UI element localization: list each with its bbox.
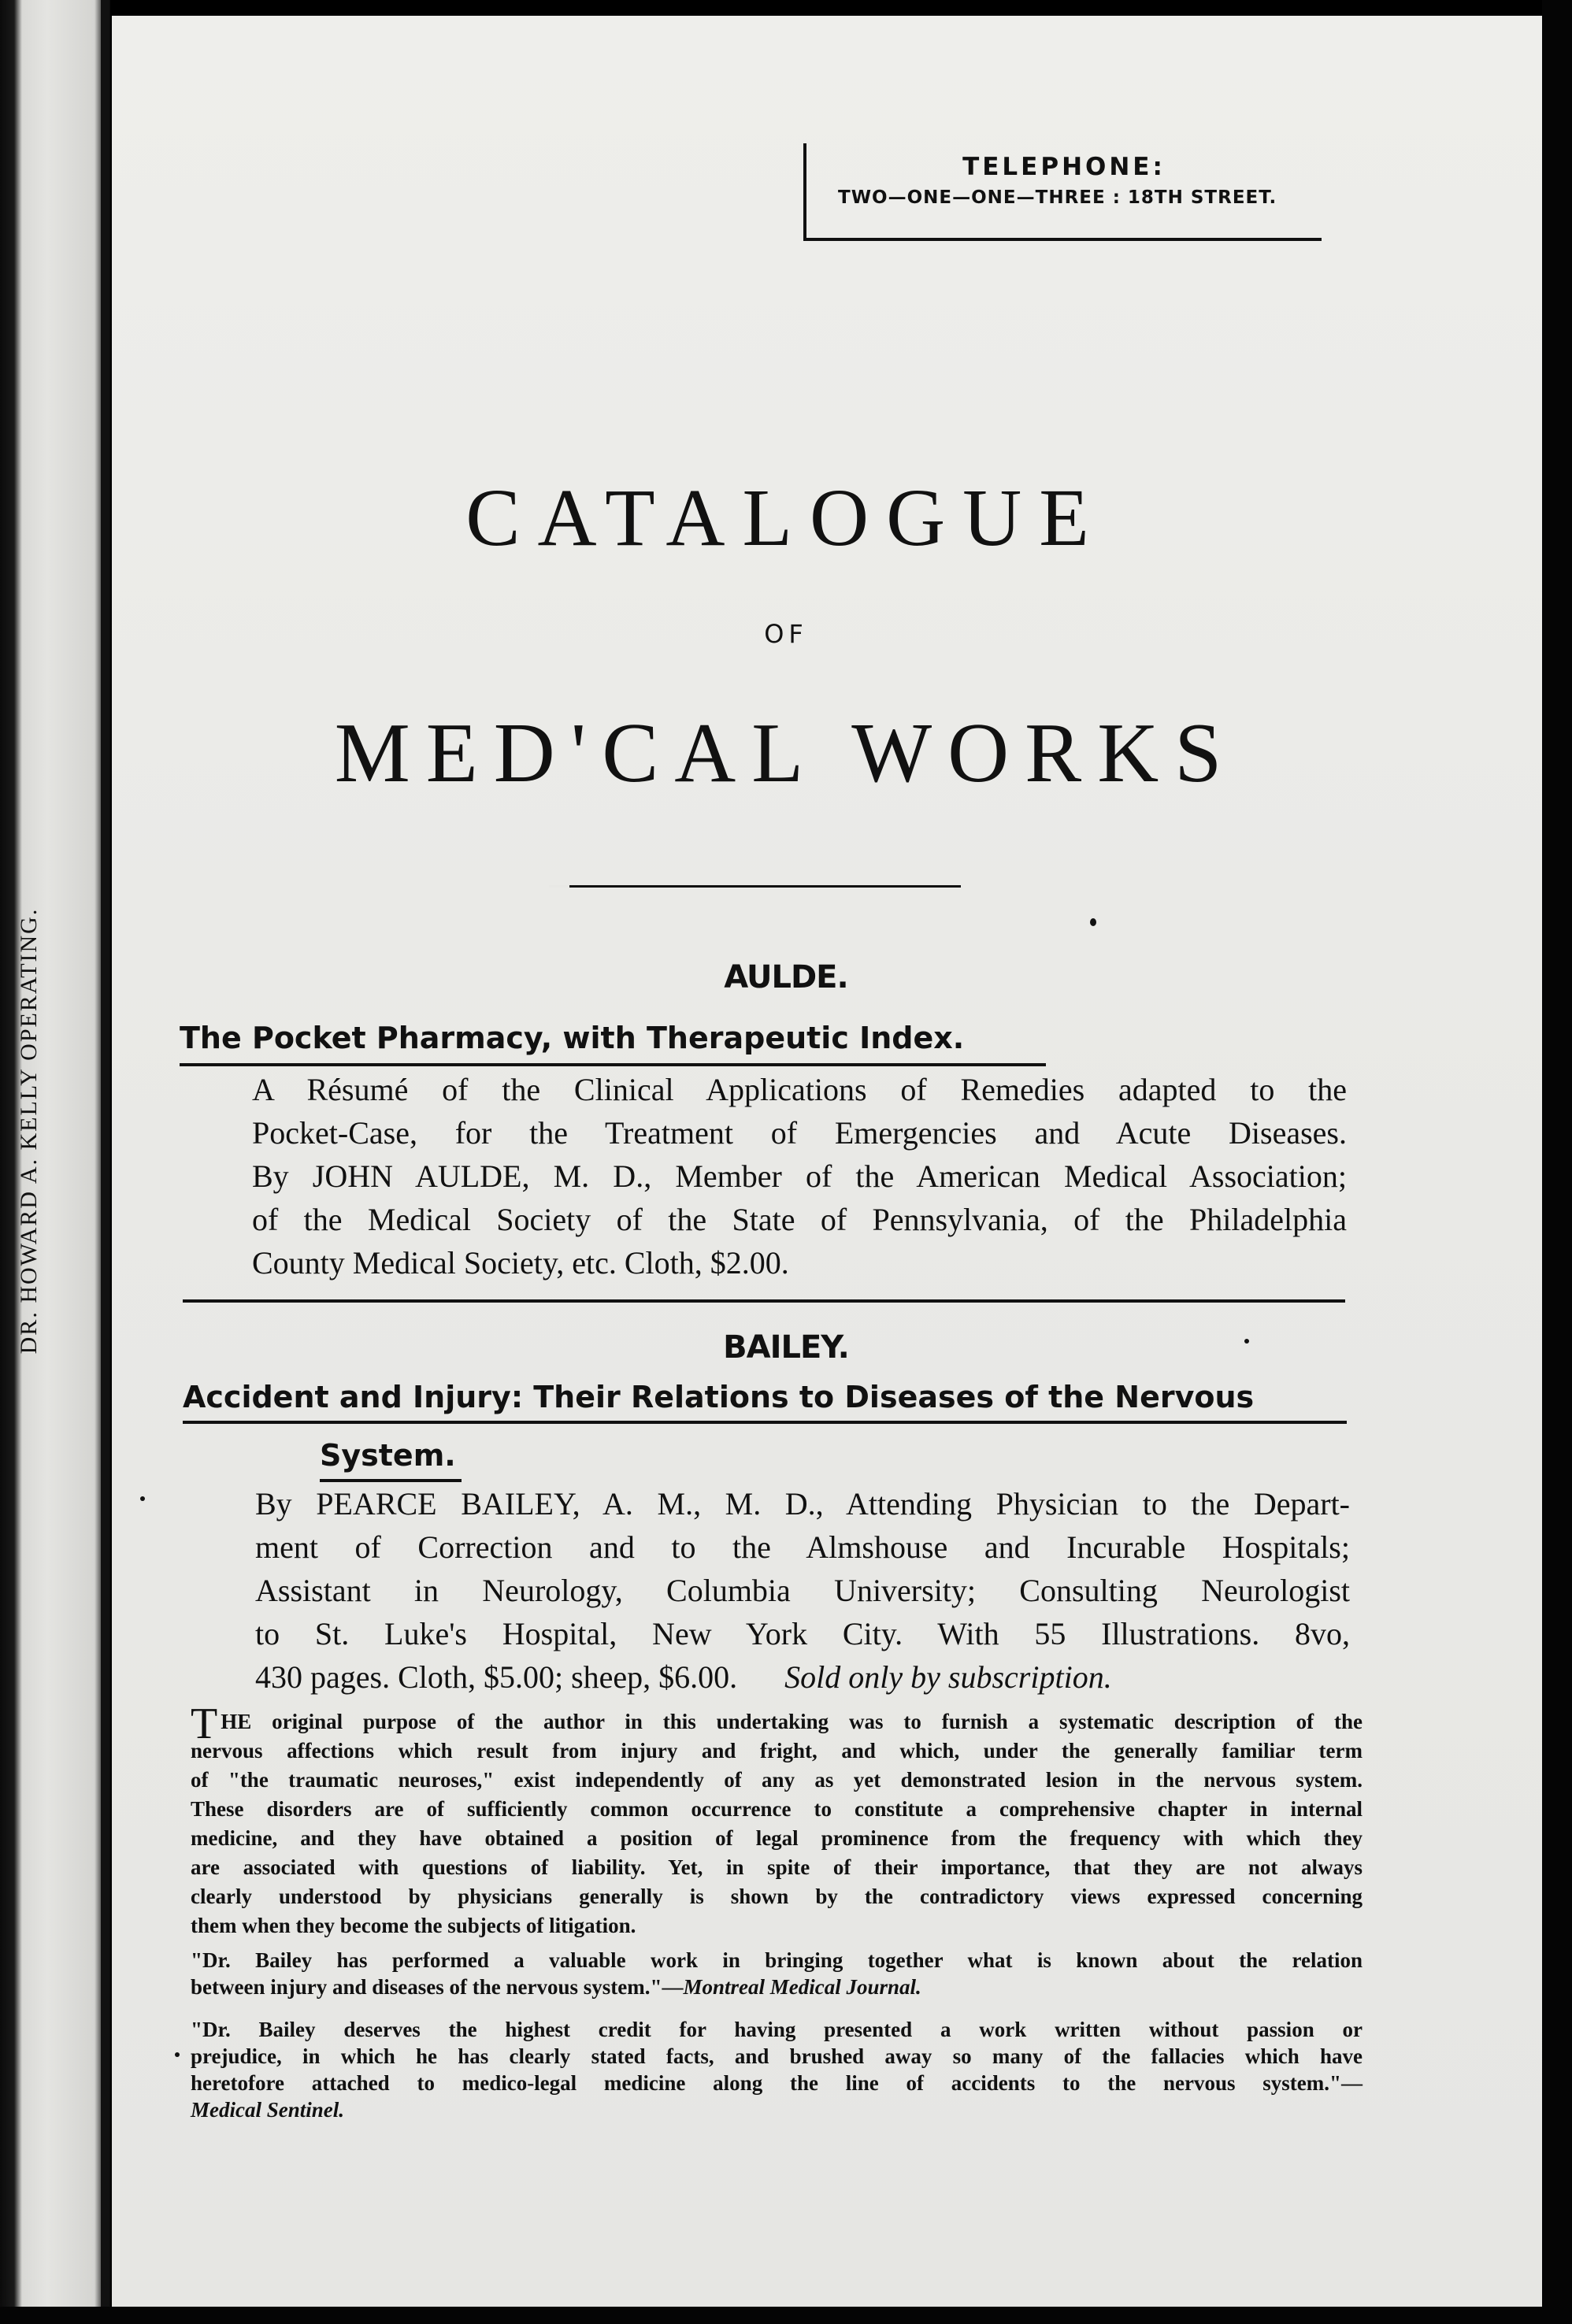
entry-title-aulde: The Pocket Pharmacy, with Therapeutic Index. (180, 1021, 965, 1055)
medical-works-heading: MED'CAL WORKS (334, 706, 1238, 800)
ink-speck (175, 2052, 180, 2057)
description-line: Pocket-Case, for the Treatment of Emergencies and Acute Diseases. (252, 1115, 1347, 1151)
blurb-line: These disorders are of sufficiently common occurrence to constitute a comprehensive chapter in internal (191, 1797, 1363, 1821)
description-line (255, 1655, 1350, 1699)
heading-rule (551, 885, 961, 888)
description-line: By PEARCE BAILEY, A. M., M. D., Attending Physician to the Depart- (255, 1486, 1350, 1522)
blurb-line: HE original purpose of the author in this undertaking was to furnish a systematic description of the (221, 1710, 1363, 1733)
description-line: to St. Luke's Hospital, New York City. With 55 Illustrations. 8vo, (255, 1616, 1350, 1651)
entry-author-bailey: BAILEY. (723, 1329, 849, 1366)
description-line: By JOHN AULDE, M. D., Member of the American Medical Association; (252, 1158, 1347, 1194)
entry-title-bailey-cont: System. (320, 1438, 456, 1473)
drop-cap: T (191, 1699, 218, 1748)
blurb-line: them when they become the subjects of litigation. (191, 1914, 636, 1937)
entry-description-aulde (252, 1068, 1347, 1284)
price-text: 430 pages. Cloth, $5.00; sheep, $6.00. (255, 1659, 738, 1695)
entry-description-bailey (255, 1482, 1350, 1699)
spine-caption: DR. HOWARD A. KELLY OPERATING. (16, 907, 42, 1355)
review-quote-montreal (191, 1947, 1363, 2000)
ink-speck (140, 1496, 145, 1501)
scan-bottom-edge (0, 2307, 1572, 2324)
telephone-number: TWO—ONE—ONE—THREE : 18TH STREET. (838, 187, 1277, 208)
heading-of: OF (764, 619, 808, 649)
description-line: ment of Correction and to the Almshouse and Incurable Hospitals; (255, 1529, 1350, 1565)
entry-blurb-bailey (191, 1699, 1363, 1940)
quote-line: "Dr. Bailey has performed a valuable work in bringing together what is known about the relation (191, 1948, 1363, 1972)
entry-title-rule-aulde (180, 1063, 1046, 1066)
description-line: County Medical Society, etc. Cloth, $2.00. (252, 1245, 789, 1281)
heading-rule-gap (549, 885, 569, 888)
quote-line: prejudice, in which he has clearly stated facts, and brushed away so many of the fallacies which have (191, 2044, 1363, 2068)
section-divider (183, 1299, 1345, 1303)
blurb-line: of "the traumatic neuroses," exist independently of any as yet demonstrated lesion in the nervous system. (191, 1768, 1363, 1792)
quote-line (191, 1974, 1363, 2000)
blurb-line: nervous affections which result from injury and fright, and which, under the generally familiar term (191, 1739, 1363, 1762)
quote-text: between injury and diseases of the nervous system."— (191, 1975, 684, 1999)
description-line: Assistant in Neurology, Columbia University; Consulting Neurologist (255, 1573, 1350, 1608)
review-quote-sentinel (191, 2016, 1363, 2123)
telephone-title: TELEPHONE: (962, 153, 1166, 181)
telephone-box (803, 143, 1322, 241)
blurb-line: medicine, and they have obtained a position of legal prominence from the frequency with which they (191, 1826, 1363, 1850)
quote-source: Medical Sentinel. (191, 2098, 344, 2122)
quote-line: heretofore attached to medico-legal medicine along the line of accidents to the nervous system."— (191, 2071, 1363, 2095)
description-line: of the Medical Society of the State of Pennsylvania, of the Philadelphia (252, 1202, 1347, 1237)
entry-author-aulde: AULDE. (724, 959, 848, 995)
blurb-line: are associated with questions of liability. Yet, in spite of their importance, that they are not always (191, 1855, 1363, 1879)
binding-gutter (101, 0, 109, 2324)
ink-speck (1244, 1339, 1249, 1344)
ink-speck (1090, 918, 1096, 926)
description-line: A Résumé of the Clinical Applications of Remedies adapted to the (252, 1072, 1347, 1107)
scan-right-edge (1542, 0, 1572, 2324)
catalogue-heading: CATALOGUE (465, 473, 1107, 563)
entry-title-bailey: Accident and Injury: Their Relations to Diseases of the Nervous (183, 1380, 1255, 1414)
subscription-note: Sold only by subscription. (784, 1659, 1112, 1695)
quote-line: "Dr. Bailey deserves the highest credit for having presented a work written without passion or (191, 2018, 1363, 2041)
entry-title-rule-bailey (183, 1421, 1347, 1424)
blurb-line: clearly understood by physicians generally is shown by the contradictory views expressed concerning (191, 1885, 1363, 1908)
quote-source: Montreal Medical Journal. (683, 1975, 921, 1999)
